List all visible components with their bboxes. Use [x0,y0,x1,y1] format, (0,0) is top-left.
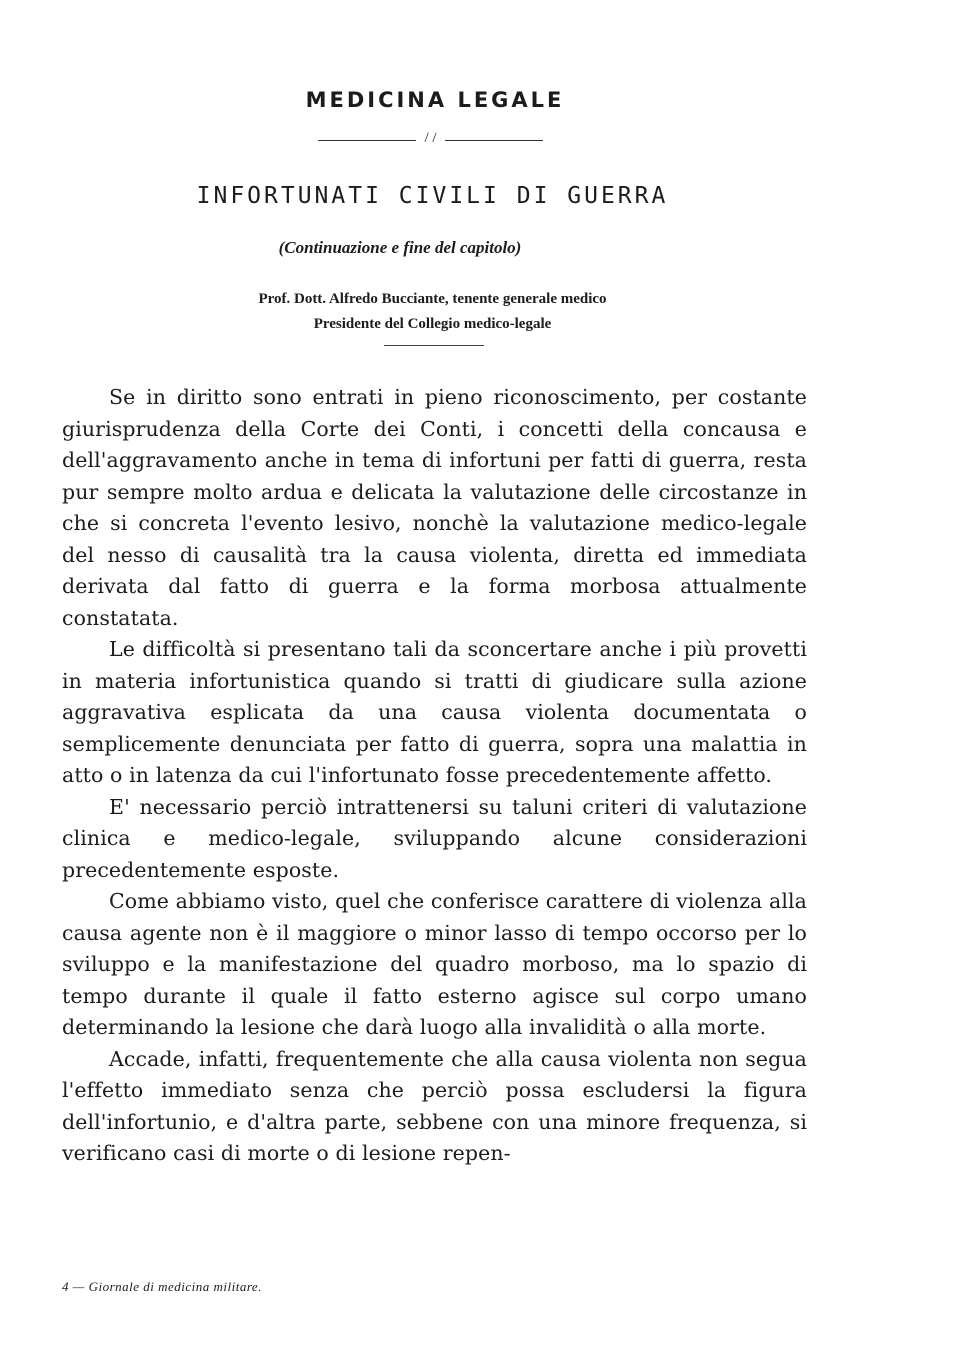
author-role: Presidente del Collegio medico-legale [313,316,552,332]
section-heading: MEDICINA LEGALE [305,88,565,112]
page-footer [62,1279,262,1295]
article-title: INFORTUNATI CIVILI DI GUERRA [196,183,669,209]
separator-rule [384,345,484,346]
author-name: Prof. Dott. Alfredo Bucciante, tenente generale medico [258,291,607,307]
paragraph: Come abbiamo visto, quel che conferisce carattere di violenza alla causa agente non è il maggiore o minor lasso di tempo occorso per lo sviluppo e la manifestazione del quadro morboso, ma lo spazio di tempo durante il quale il fatto esterno agisce sul corpo umano determinando la lesione che darà luogo alla invalidità o alla morte. [62,889,807,1039]
divider-line-left [318,140,416,141]
journal-name: Giornale di medicina militare. [88,1279,262,1294]
divider-line-right [445,140,543,141]
page-number: 4 [62,1279,69,1294]
article-subtitle: (Continuazione e fine del capitolo) [278,238,522,257]
footer-dash: — [72,1279,85,1294]
paragraph: Accade, infatti, frequentemente che alla causa violenta non segua l'effetto immediato senza che perciò possa escludersi la figura dell'infortunio, e d'altra parte, sebbene con una minore frequenza, si verificano casi di morte o di lesione repen- [62,1046,807,1165]
divider-mark: / / [424,130,437,146]
paragraph: Se in diritto sono entrati in pieno riconoscimento, per costante giurisprudenza della Corte dei Conti, i concetti della concausa e dell'aggravamento anche in tema di infortuni per fatti di guerra, resta pur sempre molto ardua e delicata la valutazione delle circostanze in che si concreta l'evento lesivo, nonchè la valutazione medico-legale del nesso di causalità tra la causa violenta, diretta ed immediata derivata dal fatto di guerra e la forma morbosa attualmente constatata. [62,385,807,630]
article-body [62,382,807,1170]
paragraph: E' necessario perciò intrattenersi su taluni criteri di valutazione clinica e medico-legale, sviluppando alcune considerazioni precedentemente esposte. [62,794,807,882]
ornamental-divider [318,130,543,150]
paragraph: Le difficoltà si presentano tali da sconcertare anche i più provetti in materia infortunistica quando si tratti di giudicare sulla azione aggravativa esplicata da una causa violenta documentata o semplicemente denunciata per fatto di guerra, sopra una malattia in atto o in latenza da cui l'infortunato fosse precedentemente affetto. [62,637,807,787]
author-block [0,287,865,337]
